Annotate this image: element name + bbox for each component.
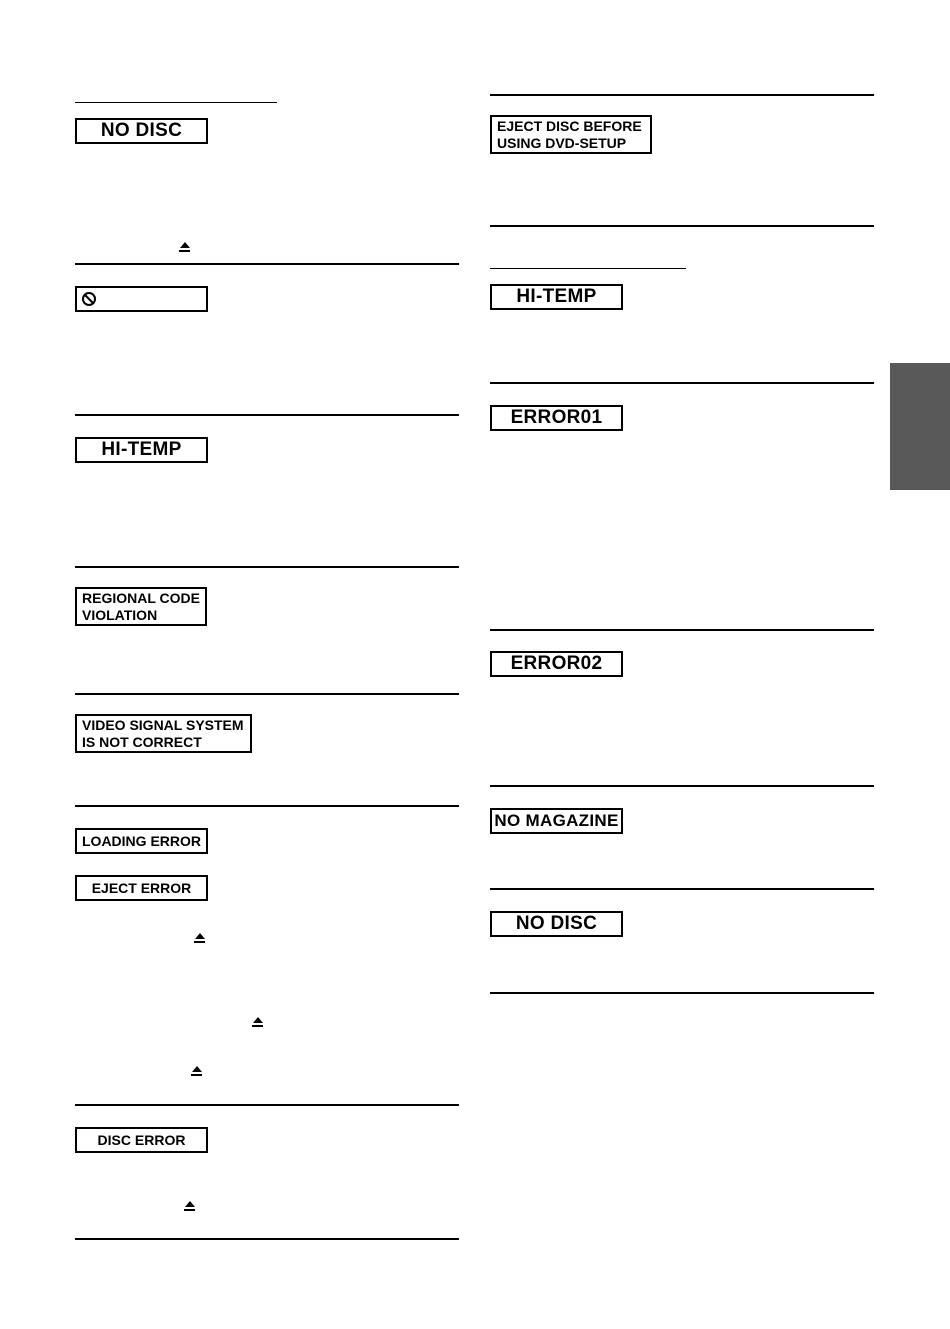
section-divider	[490, 629, 874, 631]
message-line: VIDEO SIGNAL SYSTEM	[82, 716, 244, 733]
section-divider	[75, 1104, 459, 1106]
section-divider	[75, 566, 459, 568]
eject-icon	[252, 1017, 263, 1028]
section-divider	[490, 785, 874, 787]
message-disc-error: DISC ERROR	[75, 1127, 208, 1153]
message-error02: ERROR02	[490, 651, 623, 677]
message-error01: ERROR01	[490, 405, 623, 431]
message-no-magazine: NO MAGAZINE	[490, 808, 623, 834]
prohibited-icon	[82, 292, 96, 306]
message-no-disc: NO DISC	[75, 118, 208, 144]
section-divider	[490, 888, 874, 890]
section-divider	[75, 805, 459, 807]
message-no-disc: NO DISC	[490, 911, 623, 937]
message-line: VIOLATION	[82, 606, 158, 623]
section-divider	[75, 414, 459, 416]
message-eject-disc-before-setup	[490, 115, 652, 154]
section-divider	[75, 1238, 459, 1240]
message-line: REGIONAL CODE	[82, 589, 200, 606]
message-hi-temp: HI-TEMP	[75, 437, 208, 463]
message-hi-temp: HI-TEMP	[490, 284, 623, 310]
message-line: EJECT DISC BEFORE	[497, 117, 642, 134]
section-side-tab	[890, 363, 950, 490]
eject-icon	[194, 933, 205, 944]
section-divider	[75, 263, 459, 265]
section-divider	[75, 693, 459, 695]
section-divider	[490, 225, 874, 227]
message-prohibited	[75, 286, 208, 312]
message-eject-error: EJECT ERROR	[75, 875, 208, 901]
section-divider	[490, 94, 874, 96]
message-video-signal-system	[75, 714, 252, 753]
message-line: USING DVD-SETUP	[497, 134, 627, 151]
section-divider	[490, 992, 874, 994]
section-heading-rule	[490, 268, 686, 269]
eject-icon	[191, 1066, 202, 1077]
message-line: IS NOT CORRECT	[82, 733, 202, 750]
message-regional-code-violation	[75, 587, 207, 626]
message-loading-error: LOADING ERROR	[75, 828, 208, 854]
eject-icon	[179, 242, 190, 253]
eject-icon	[184, 1201, 195, 1212]
section-divider	[490, 382, 874, 384]
section-heading-rule	[75, 102, 277, 103]
